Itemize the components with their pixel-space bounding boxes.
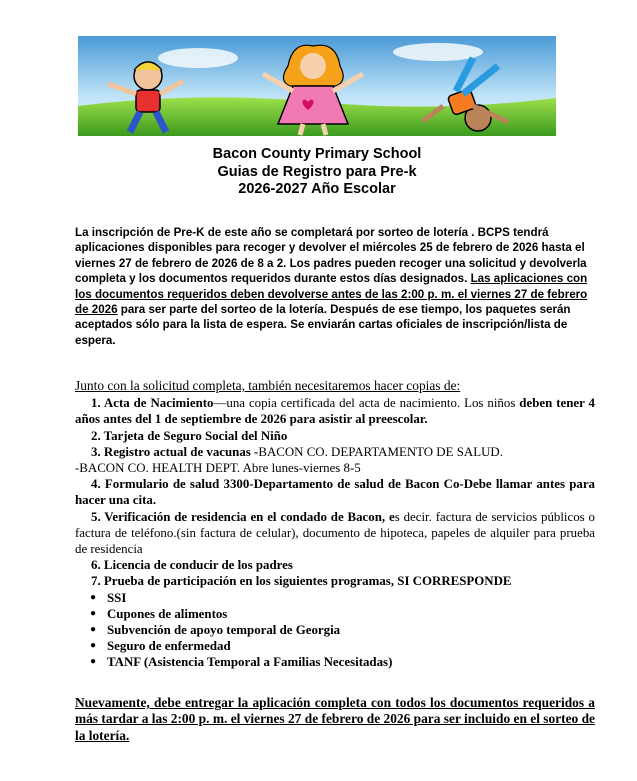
requirement-vaccines: 3. Registro actual de vacunas -BACON CO. DEPARTAMENTO DE SALUD. [91, 444, 503, 459]
document-title [78, 146, 556, 199]
list-item: ● Cupones de alimentos [75, 606, 595, 622]
list-item: ● Seguro de enfermedad [75, 638, 595, 654]
document-subtitle: Guias de Registro para Pre-k [217, 163, 417, 180]
requirement-residence: 5. Verificación de residencia en el condado de Bacon, es decir. factura de servicios públicos o factura de teléfono.(sin factura de celular), documento de hipoteca, papeles de alquiler para prueba de residencia [75, 509, 595, 557]
requirement-vaccines-dept: -BACON CO. HEALTH DEPT. Abre lunes-viernes 8-5 [75, 461, 361, 476]
requirement-birth-certificate: 1. Acta de Nacimiento—una copia certificada del acta de nacimiento. Los niños deben tener 4 años antes del 1 de septiembre de 2026 para asistir al preescolar. [75, 396, 595, 427]
school-year: 2026-2027 Año Escolar [238, 181, 396, 197]
requirement-programs: 7. Prueba de participación en los siguientes programas, SI CORRESPONDE [91, 574, 512, 589]
list-item: ● SSI [75, 590, 595, 606]
kids-banner-image [78, 36, 556, 136]
requirements-section [75, 378, 595, 671]
requirements-heading: Junto con la solicitud completa, también necesitaremos hacer copias de: [75, 378, 461, 393]
intro-text-2: para ser parte del sorteo de la lotería. Después de ese tiempo, los paquetes serán aceptados sólo para la lista de espera. Se enviarán cartas oficiales de inscripción/lista de espera. [75, 303, 571, 347]
school-name: Bacon County Primary School [212, 146, 422, 162]
requirement-health-form: 4. Formulario de salud 3300-Departamento de salud de Bacon Co-Debe llamar antes para hacer una cita. [75, 477, 595, 508]
intro-text-1: La inscripción de Pre-K de este año se completará por sorteo de lotería . BCPS tendrá aplicaciones disponibles para recoger y devolver el miércoles 25 de febrero de 2026 hasta el viernes 27 de febrero de 2026 de 8 a 2. Los padres pueden recoger una solicitud y devolverla completa y los documentos requeridos durante estos días designados. [75, 226, 587, 286]
requirement-drivers-license: 6. Licencia de conducir de los padres [91, 558, 293, 573]
intro-deadline: Las aplicaciones con los documentos requeridos deben devolverse antes de las 2:00 p. m. el viernes 27 de febrero de 2026 [75, 272, 588, 317]
requirement-social-security: 2. Tarjeta de Seguro Social del Niño [91, 428, 288, 443]
closing-note: Nuevamente, debe entregar la aplicación completa con todos los documentos requeridos a más tardar a las 2:00 p. m. el viernes 27 de febrero de 2026 para ser incluido en el sorteo de la lotería. [75, 695, 595, 743]
list-item: ● TANF (Asistencia Temporal a Familias Necesitadas) [75, 654, 595, 670]
list-item: ● Subvención de apoyo temporal de Georgia [75, 622, 595, 638]
intro-paragraph [75, 225, 591, 348]
program-list [75, 590, 595, 671]
